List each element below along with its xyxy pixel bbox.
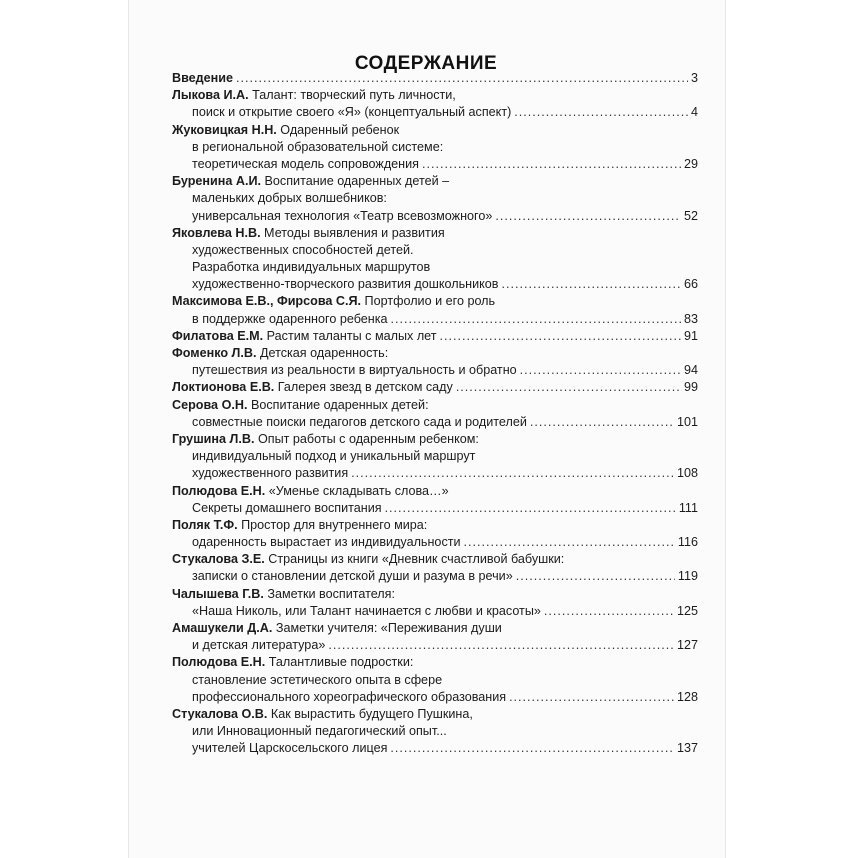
toc-entry xyxy=(172,70,698,87)
toc-entry xyxy=(172,586,698,620)
toc-line xyxy=(172,173,698,190)
toc-line xyxy=(172,465,698,482)
toc-title-text: Воспитание одаренных детей – xyxy=(261,174,450,189)
toc-title-text: Талантливые подростки: xyxy=(265,655,414,670)
toc-line-text xyxy=(192,568,513,585)
toc-line-text xyxy=(192,534,461,551)
page-number: 83 xyxy=(683,311,698,326)
toc-entry xyxy=(172,620,698,654)
toc-title-text: Детская одаренность: xyxy=(256,346,389,360)
toc-entry xyxy=(172,654,698,706)
dot-leader xyxy=(391,311,681,328)
toc-line-text xyxy=(172,655,413,669)
toc-line-text xyxy=(192,243,414,257)
dot-leader xyxy=(520,362,681,379)
toc-line xyxy=(172,242,698,259)
page-number: 125 xyxy=(676,603,698,618)
dot-leader xyxy=(516,568,675,585)
toc-line-text xyxy=(192,673,442,687)
toc-line-text xyxy=(192,276,499,293)
toc-author: Полюдова Е.Н. xyxy=(172,483,266,498)
toc-title-text: Заметки учителя: «Переживания души xyxy=(272,621,502,635)
toc-author: Фоменко Л.В. xyxy=(172,346,257,360)
page-number: 3 xyxy=(690,71,698,85)
page-number: 128 xyxy=(676,689,698,704)
toc-line xyxy=(172,448,698,465)
toc-title-text: Талант: творческий путь личности, xyxy=(248,88,456,103)
page-number: 127 xyxy=(676,638,698,653)
toc-line-text xyxy=(192,414,527,431)
toc-title-text: Галерея звезд в детском саду xyxy=(274,380,453,395)
toc-author: Филатова Е.М. xyxy=(172,328,264,343)
toc-title-text: совместные поиски педагогов детского сада и родителей xyxy=(192,414,527,429)
toc-author: Серова О.Н. xyxy=(172,397,248,412)
dot-leader xyxy=(385,500,676,517)
toc-line xyxy=(172,534,698,551)
toc-author: Лыкова И.А. xyxy=(172,88,249,103)
toc-line xyxy=(172,259,698,276)
toc-line xyxy=(172,397,698,414)
toc-line xyxy=(172,740,698,757)
toc-entry xyxy=(172,706,698,758)
toc-title-text: путешествия из реальности в виртуальность и обратно xyxy=(192,363,517,378)
toc-line-text xyxy=(192,260,430,274)
dot-leader xyxy=(509,689,674,706)
toc-line xyxy=(172,190,698,207)
toc-line xyxy=(172,689,698,706)
toc-line xyxy=(172,620,698,637)
page-number: 94 xyxy=(683,363,698,378)
page-number: 91 xyxy=(683,328,698,343)
page-number: 116 xyxy=(677,535,698,550)
toc-entry xyxy=(172,397,698,431)
toc-line-text xyxy=(192,156,419,173)
toc-line xyxy=(172,723,698,740)
toc-author: Стукалова О.В. xyxy=(172,706,268,721)
toc-line xyxy=(172,122,698,139)
page-number: 108 xyxy=(676,466,698,481)
toc-line-text xyxy=(172,518,427,532)
toc-line-text xyxy=(172,432,479,446)
toc-title-text: Страницы из книги «Дневник счастливой бабушки: xyxy=(264,552,565,567)
toc-line xyxy=(172,70,698,87)
toc-title-text: маленьких добрых волшебников: xyxy=(192,191,387,206)
dot-leader xyxy=(390,740,674,757)
toc-entry xyxy=(172,517,698,551)
toc-line xyxy=(172,139,698,156)
page-number: 66 xyxy=(683,277,698,292)
dot-leader xyxy=(456,379,681,396)
toc-line xyxy=(172,672,698,689)
toc-author: Жуковицкая Н.Н. xyxy=(172,122,277,137)
dot-leader xyxy=(502,276,681,293)
toc-title-text: профессионального хореографического образования xyxy=(192,689,507,704)
toc-author: Поляк Т.Ф. xyxy=(172,517,238,532)
toc-line-text xyxy=(192,191,387,205)
toc-title-text: или Инновационный педагогический опыт... xyxy=(192,724,447,739)
toc-title-text: становление эстетического опыта в сфере xyxy=(192,672,443,687)
toc-line-text xyxy=(192,637,325,654)
toc-line xyxy=(172,225,698,242)
toc-line xyxy=(172,328,698,345)
toc-author: Максимова Е.В., Фирсова С.Я. xyxy=(172,294,362,309)
toc-line xyxy=(172,431,698,448)
toc-title-text: и детская литература» xyxy=(192,638,326,653)
toc-title-text: «Уменье складывать слова…» xyxy=(265,483,449,498)
toc-title-text: Разработка индивидуальных маршрутов xyxy=(192,260,431,275)
toc-entry xyxy=(172,293,698,327)
toc-entry xyxy=(172,431,698,483)
toc-title-text: Заметки воспитателя: xyxy=(263,586,395,601)
toc-title-text: Простор для внутреннего мира: xyxy=(237,517,428,532)
toc-line xyxy=(172,276,698,293)
dot-leader xyxy=(440,328,681,345)
toc-author: Локтионова Е.В. xyxy=(172,380,275,395)
toc-line xyxy=(172,654,698,671)
toc-line-text xyxy=(172,70,233,87)
toc-author: Чалышева Г.В. xyxy=(172,586,264,601)
toc-line xyxy=(172,87,698,104)
toc-line xyxy=(172,208,698,225)
toc-line-text xyxy=(172,587,395,601)
page-number: 119 xyxy=(677,569,698,584)
toc-line-text xyxy=(192,311,388,328)
toc-title-text: в региональной образовательной системе: xyxy=(192,139,444,154)
toc-author: Грушина Л.В. xyxy=(172,431,255,446)
toc-line-text xyxy=(172,621,502,635)
toc-title-text: Как вырастить будущего Пушкина, xyxy=(267,706,473,721)
dot-leader xyxy=(328,637,674,654)
toc-line xyxy=(172,104,698,121)
toc-line xyxy=(172,345,698,362)
page-number: 137 xyxy=(676,741,698,756)
toc-line xyxy=(172,706,698,723)
toc-line-text xyxy=(192,689,506,706)
dot-leader xyxy=(236,70,688,87)
toc-line xyxy=(172,551,698,568)
page-number: 29 xyxy=(683,156,698,171)
page-number: 4 xyxy=(690,105,698,120)
toc-line-text xyxy=(192,465,348,482)
toc-line-text xyxy=(172,379,453,396)
toc-title-text: Портфолио и его роль xyxy=(361,294,496,309)
toc-line-text xyxy=(172,174,449,188)
dot-leader xyxy=(351,465,674,482)
page-number: 99 xyxy=(683,380,698,395)
toc-title-text: учителей Царскосельского лицея xyxy=(192,741,388,756)
dot-leader xyxy=(514,104,688,121)
page-number: 52 xyxy=(683,208,698,223)
toc-title-text: Воспитание одаренных детей: xyxy=(247,397,429,412)
toc-title-text: Секреты домашнего воспитания xyxy=(192,500,382,515)
toc-author: Стукалова З.Е. xyxy=(172,552,265,567)
toc-entry xyxy=(172,225,698,294)
toc-title-text: индивидуальный подход и уникальный маршрут xyxy=(192,449,476,464)
toc-title-text: одаренность вырастает из индивидуальности xyxy=(192,535,461,550)
toc-title-text: записки о становлении детской души и разума в речи» xyxy=(192,569,513,584)
dot-leader xyxy=(464,534,675,551)
page-title: СОДЕРЖАНИЕ xyxy=(354,52,498,74)
toc-author: Введение xyxy=(172,71,234,85)
toc-title-text: Одаренный ребенок xyxy=(276,122,400,137)
dot-leader xyxy=(530,414,674,431)
toc-line xyxy=(172,586,698,603)
toc-line-text xyxy=(172,328,437,345)
toc-line xyxy=(172,156,698,173)
toc-title-text: «Наша Николь, или Талант начинается с любви и красоты» xyxy=(192,603,541,618)
toc-entry xyxy=(172,328,698,345)
toc-title-text: художественных способностей детей. xyxy=(192,242,414,257)
toc-title-text: универсальная технология «Театр всевозможного» xyxy=(192,208,493,223)
toc-line-text xyxy=(172,552,564,566)
page-number: 111 xyxy=(678,500,698,515)
toc-author: Яковлева Н.В. xyxy=(172,225,261,240)
toc-entry xyxy=(172,345,698,379)
toc-entry xyxy=(172,87,698,121)
toc-line-text xyxy=(172,294,495,308)
toc-entry xyxy=(172,551,698,585)
toc-line xyxy=(172,414,698,431)
toc-line-text xyxy=(172,123,399,137)
toc-line xyxy=(172,637,698,654)
toc-line xyxy=(172,500,698,517)
toc-author: Буренина А.И. xyxy=(172,174,262,189)
toc-title-text: теоретическая модель сопровождения xyxy=(192,156,419,171)
dot-leader xyxy=(495,208,681,225)
toc-line-text xyxy=(192,603,541,620)
toc-line-text xyxy=(192,208,492,225)
toc-line-text xyxy=(192,140,443,154)
table-of-contents xyxy=(172,70,698,758)
toc-line xyxy=(172,311,698,328)
toc-title-text: художественного развития xyxy=(192,466,349,481)
toc-line xyxy=(172,379,698,396)
toc-title-text: в поддержке одаренного ребенка xyxy=(192,311,388,326)
toc-author: Полюдова Е.Н. xyxy=(172,655,266,670)
page-number: 101 xyxy=(676,414,698,429)
dot-leader xyxy=(544,603,674,620)
toc-entry xyxy=(172,122,698,174)
toc-entry xyxy=(172,173,698,225)
toc-line-text xyxy=(192,724,447,738)
toc-line-text xyxy=(172,226,445,240)
toc-line-text xyxy=(172,88,456,102)
dot-leader xyxy=(422,156,681,173)
toc-line xyxy=(172,293,698,310)
toc-line-text xyxy=(172,398,429,412)
toc-line xyxy=(172,603,698,620)
toc-title-text: Опыт работы с одаренным ребенком: xyxy=(254,431,479,446)
toc-line xyxy=(172,362,698,379)
toc-entry xyxy=(172,379,698,396)
toc-line xyxy=(172,483,698,500)
toc-line-text xyxy=(172,707,473,721)
toc-title-text: поиск и открытие своего «Я» (концептуальный аспект) xyxy=(192,105,512,120)
toc-title-text: Растим таланты с малых лет xyxy=(263,328,437,343)
toc-title-text: художественно-творческого развития дошкольников xyxy=(192,277,499,292)
toc-line-text xyxy=(192,362,517,379)
toc-line-text xyxy=(192,449,475,463)
toc-line-text xyxy=(192,740,387,757)
toc-title-text: Методы выявления и развития xyxy=(260,225,445,240)
toc-entry xyxy=(172,483,698,517)
toc-line xyxy=(172,517,698,534)
toc-line-text xyxy=(192,500,382,517)
toc-author: Амашукели Д.А. xyxy=(172,621,273,635)
toc-line-text xyxy=(172,346,388,360)
toc-line-text xyxy=(172,484,449,498)
toc-line xyxy=(172,568,698,585)
toc-line-text xyxy=(192,104,511,121)
